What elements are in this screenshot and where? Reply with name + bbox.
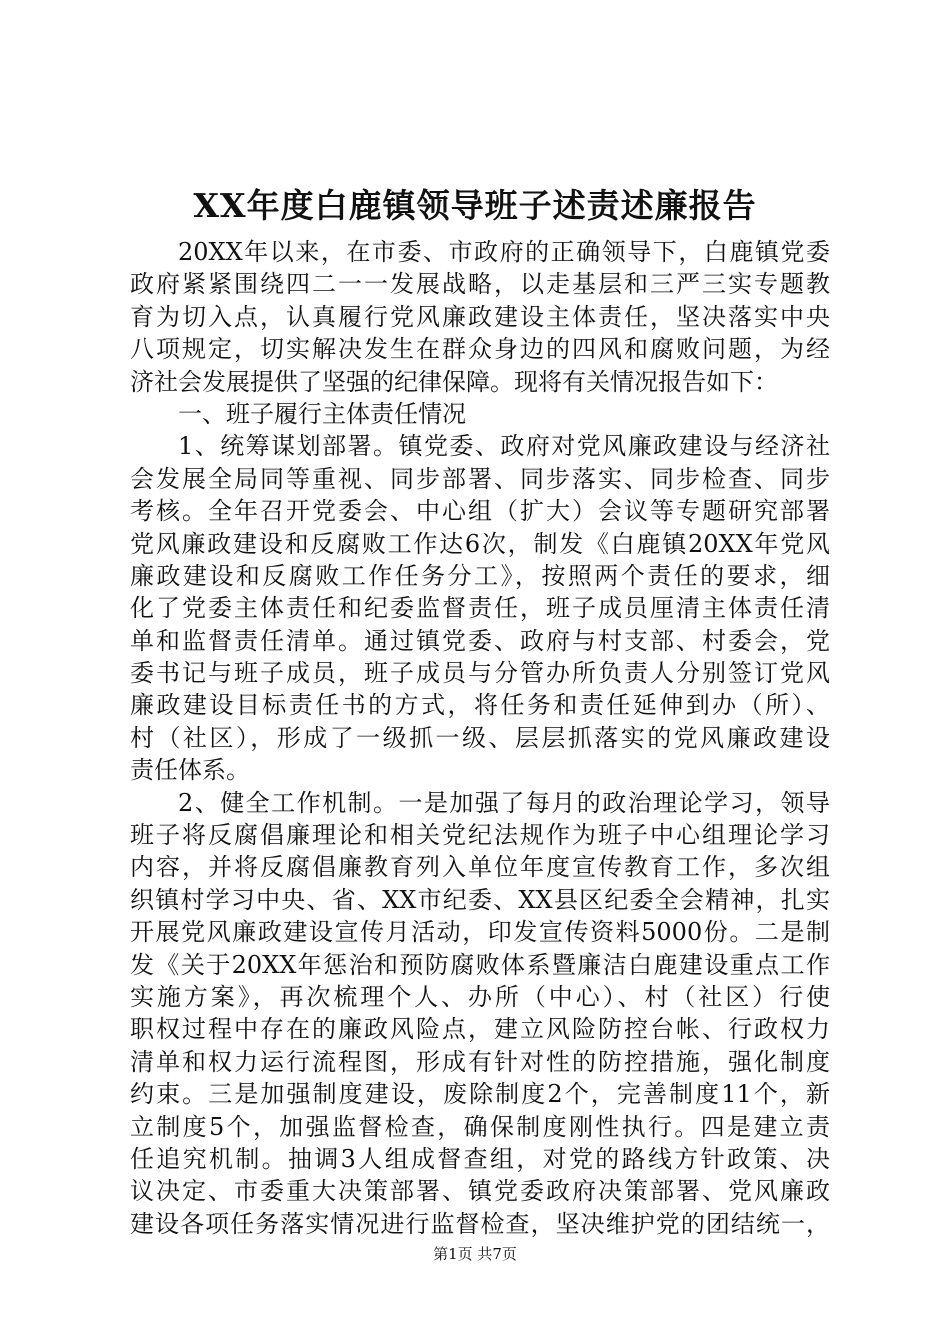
body-line: 村（社区），形成了一级抓一级、层层抓落实的党风廉政建设 [130, 723, 830, 752]
body-line: 议决定、市委重大决策部署、镇党委政府决策部署、党风廉政 [130, 1177, 830, 1206]
body-line: 单和监督责任清单。通过镇党委、政府与村支部、村委会，党 [130, 626, 830, 655]
body-line: 责任体系。 [130, 756, 250, 785]
body-line: 廉政建设和反腐败工作任务分工》，按照两个责任的要求，细 [130, 561, 830, 590]
body-line: 廉政建设目标责任书的方式，将任务和责任延伸到办（所）、 [130, 691, 830, 720]
body-line: 立制度5个，加强监督检查，确保制度刚性执行。四是建立责 [130, 1112, 830, 1141]
body-line: 党风廉政建设和反腐败工作达6次，制发《白鹿镇20XX年党风 [130, 529, 830, 558]
body-line: 2、健全工作机制。一是加强了每月的政治理论学习，领导 [178, 788, 830, 817]
body-line: 委书记与班子成员，班子成员与分管办所负责人分别签订党风 [130, 659, 830, 688]
body-line: 建设各项任务落实情况进行监督检查，坚决维护党的团结统一， [130, 1209, 830, 1238]
document-title: XX年度白鹿镇领导班子述责述廉报告 [193, 186, 757, 225]
body-line: 八项规定，切实解决发生在群众身边的四风和腐败问题，为经 [130, 335, 830, 364]
page-footer: 第1页 共7页 [433, 1245, 517, 1263]
section-heading: 一、班子履行主体责任情况 [178, 399, 466, 428]
body-line: 清单和权力运行流程图，形成有针对性的防控措施，强化制度 [130, 1047, 830, 1076]
body-line: 班子将反腐倡廉理论和相关党纪法规作为班子中心组理论学习 [130, 821, 830, 850]
body-line: 政府紧紧围绕四二一一发展战略，以走基层和三严三实专题教 [130, 270, 830, 299]
body-line: 会发展全局同等重视、同步部署、同步落实、同步检查、同步 [130, 464, 830, 493]
body-line: 20XX年以来，在市委、市政府的正确领导下，白鹿镇党委 [178, 238, 830, 266]
body-line: 任追究机制。抽调3人组成督查组，对党的路线方针政策、决 [130, 1144, 830, 1173]
body-line: 化了党委主体责任和纪委监督责任，班子成员厘清主体责任清 [130, 594, 830, 623]
body-line: 职权过程中存在的廉政风险点，建立风险防控台帐、行政权力 [130, 1015, 830, 1044]
body-line: 考核。全年召开党委会、中心组（扩大）会议等专题研究部署 [130, 497, 830, 526]
body-line: 约束。三是加强制度建设，废除制度2个，完善制度11个，新 [130, 1080, 830, 1109]
body-line: 济社会发展提供了坚强的纪律保障。现将有关情况报告如下： [130, 367, 778, 396]
body-line: 发《关于20XX年惩治和预防腐败体系暨廉洁白鹿建设重点工作 [130, 950, 830, 979]
body-line: 1、统筹谋划部署。镇党委、政府对党风廉政建设与经济社 [178, 432, 830, 461]
body-line: 实施方案》，再次梳理个人、办所（中心）、村（社区）行使 [130, 982, 830, 1011]
body-line: 织镇村学习中央、省、XX市纪委、XX县区纪委全会精神，扎实 [130, 885, 830, 914]
body-line: 育为切入点，认真履行党风廉政建设主体责任，坚决落实中央 [130, 302, 830, 331]
document-body [130, 236, 830, 1240]
body-line: 开展党风廉政建设宣传月活动，印发宣传资料5000份。二是制 [130, 918, 830, 947]
body-line: 内容，并将反腐倡廉教育列入单位年度宣传教育工作，多次组 [130, 853, 830, 882]
